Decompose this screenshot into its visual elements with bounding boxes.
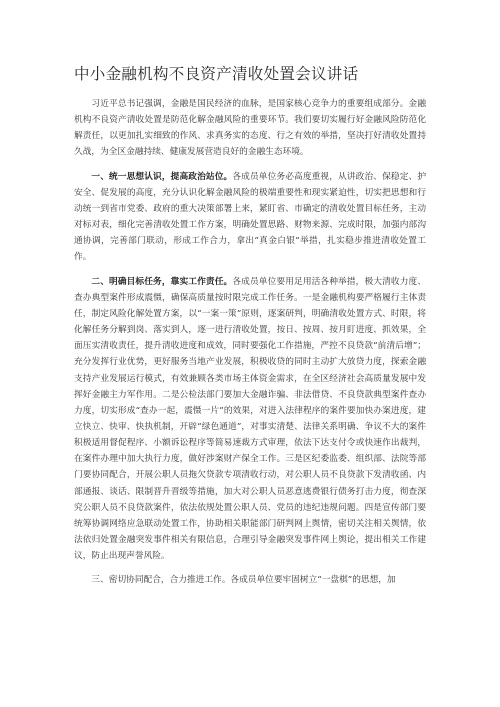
paragraph-section-3 xyxy=(74,572,426,588)
paragraph-section-2 xyxy=(74,274,426,565)
paragraph-text: 三、密切协同配合，合力推进工作。各成员单位要牢固树立“一盘棋”的思想，加 xyxy=(91,575,396,586)
paragraph-text: 各成员单位要用足用活各种举措，极大清收力度、查办典型案件形成震慑，确保高质量按时限完成工作任务。一是金融机构要严格履行主体责任，制定风险化解处置方案，以“一案一策”原则，逐案研判，明确清收处置方式、时限，将化解任务分解到岗、落实到人，逐一进行清收处置，按日、按周、按月盯进度、抓效果，全面压实清收责任，提升清收进度和成效，同时要强化工作措施，严控不良贷款“前清后增”；充分发挥行业优势，更好服务当地产业发展，积极收贷的同时主动扩大放贷力度，探索金融支持产业发展运行模式，有效兼顾各类市场主体资金需求，在全区经济社会高质量发展中发挥好金融主力军作用。二是公检法部门要加大金融诈骗、非法借贷、不良贷款典型案件查办力度，切实形成“查办一起，震慑一片”的效果，对进入法律程序的案件要加快办案进度，建立快立、快审、快执机制，开辟“绿色通道”，对事实清楚、法律关系明确、争议不大的案件积极适用督促程序、小额诉讼程序等简易速裁方式审理，依法下达支付令或快速作出裁判，在案件办理中加大执行力度，做好涉案财产保全工作。三是区纪委监委、组织部、法院等部门要协同配合，开展公职人员拖欠贷款专项清收行动，对公职人员不良贷款下发清收函、内部通报、谈话、限制晋升晋级等措施，加大对公职人员恶意逃费银行债务打击力度，彻查深究公职人员不良贷款案件，依法依规处置公职人员、党员的违纪违规问题。四是宣传部门要统筹协调网络应急联动处置工作，协助相关职能部门研判网上舆情，密切关注相关舆情，依法依归处置金融突发事件相关有限信息，合理引导金融突发事件网上舆论，提出相关工作建议，防止出现声誉风险。 xyxy=(74,276,427,562)
section-heading: 一、统一思想认识，提高政治站位。 xyxy=(91,171,233,182)
document-title: 中小金融机构不良资产清收处置会议讲话 xyxy=(74,65,359,83)
paragraph-text: 习近平总书记强调，金融是国民经济的血脉，是国家核心竞争力的重要组成部分。金融机构不良资产清收处置是防范化解金融风险的重要环节。我们要切实履行好金融风险防范化解责任，以更加扎实细致的作风、求真务实的态度、行之有效的举措，坚决打好清收处置持久战，为全区金融持续、健康发展营造良好的金融生态环境。 xyxy=(74,99,426,158)
section-heading: 二、明确目标任务，靠实工作责任。 xyxy=(91,276,233,287)
paragraph-section-1 xyxy=(74,169,426,266)
paragraph-intro xyxy=(74,96,426,161)
document-body xyxy=(74,96,426,597)
paragraph-text: 各成员单位务必高度重视，从讲政治、保稳定、护安全、促发展的高度，充分认识化解金融风险的极端重要性和现实紧迫性，切实把思想和行动统一到省市党委、政府的重大决策部署上来，紧盯省、市确定的清收处置目标任务，主动对标对表，细化完善清收处置工作方案，明确处置思路、财物来源、完成时限，加强内部沟通协调，完善部门联动，形成工作合力，拿出“真金白银”举措，扎实稳步推进清收处置工作。 xyxy=(74,171,427,263)
